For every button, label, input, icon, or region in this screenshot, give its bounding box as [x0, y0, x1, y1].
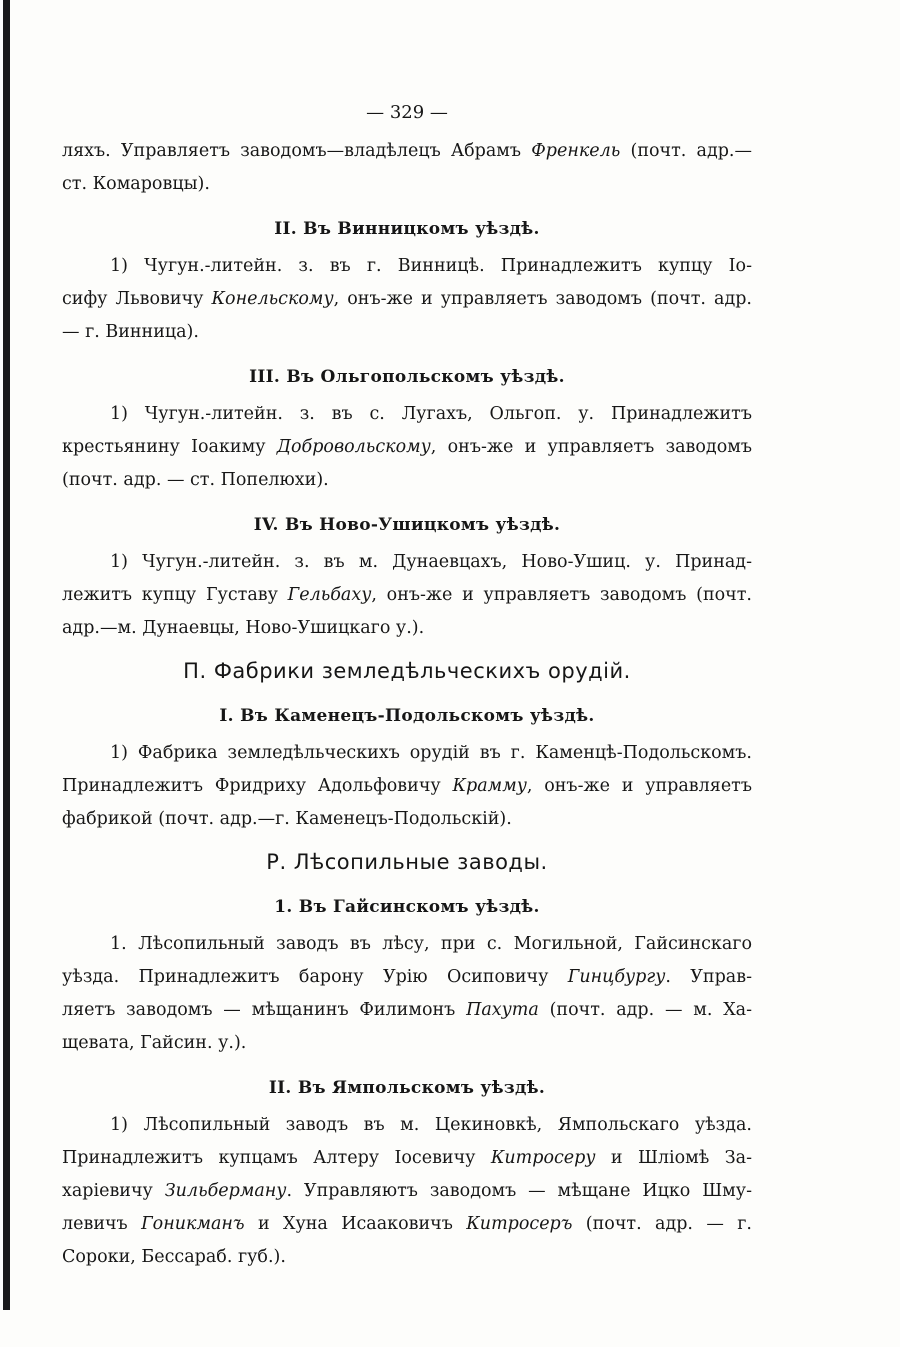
italic-name: Конельскому [211, 289, 334, 309]
text-line: 1) Чугун.-литейн. з. въ м. Дунаевцахъ, Ново-Ушиц. у. Принад- [110, 552, 752, 572]
italic-name: Китросеръ [466, 1214, 573, 1234]
section-heading: 1. Въ Гайсинскомъ уѣздѣ. [274, 897, 540, 917]
text-line: крестьянину Іоакиму Добровольскому, онъ-же и управляетъ заводомъ [62, 437, 752, 457]
text-line: сифу Львовичу Конельскому, онъ-же и управляетъ заводомъ (почт. адр. [62, 289, 752, 309]
section-heading: II. Въ Винницкомъ уѣздѣ. [274, 219, 540, 239]
paragraph [62, 546, 752, 645]
italic-name: Крамму [452, 776, 527, 796]
italic-name: Гельбаху [287, 585, 372, 605]
text-line: харіевичу Зильберману. Управляютъ заводомъ — мѣщане Ицко Шму- [62, 1181, 753, 1201]
italic-name: Пахута [466, 1000, 539, 1020]
section-heading: III. Въ Ольгопольскомъ уѣздѣ. [249, 367, 565, 387]
text-line: 1. Лѣсопильный заводъ въ лѣсу, при с. Могильной, Гайсинскаго [110, 934, 752, 954]
text-line: Принадлежитъ Фридриху Адольфовичу Крамму, онъ-же и управляетъ [62, 776, 752, 796]
text-line: левичъ Гоникманъ и Хуна Исааковичъ Китросеръ (почт. адр. — г. [62, 1214, 752, 1234]
section-heading: II. Въ Ямпольскомъ уѣздѣ. [268, 1078, 546, 1098]
text-line: ст. Комаровцы). [62, 174, 210, 194]
text-line: Принадлежитъ купцамъ Алтеру Іосевичу Китросеру и Шліомѣ За- [62, 1148, 752, 1168]
italic-name: Зильберману [164, 1181, 287, 1201]
paragraph [62, 135, 752, 201]
chapter-title: Р. Лѣсопильные заводы. [266, 850, 548, 874]
text-line: 1) Чугун.-литейн. з. въ с. Лугахъ, Ольгоп. у. Принадлежитъ [110, 404, 752, 424]
text-line: 1) Чугун.-литейн. з. въ г. Винницѣ. Принадлежитъ купцу Іо- [110, 256, 752, 276]
text-line: 1) Фабрика земледѣльческихъ орудій въ г. Каменцѣ-Подольскомъ. [110, 743, 752, 763]
text-line: Сороки, Бессараб. губ.). [62, 1247, 286, 1267]
text-line: ляетъ заводомъ — мѣщанинъ Филимонъ Пахута (почт. адр. — м. Ха- [62, 1000, 752, 1020]
paragraph [62, 398, 752, 497]
text-line: фабрикой (почт. адр.—г. Каменецъ-Подольскій). [62, 809, 512, 829]
text-line: 1) Лѣсопильный заводъ въ м. Цекиновкѣ, Ямпольскаго уѣзда. [110, 1115, 752, 1135]
text-line: уѣзда. Принадлежитъ барону Урію Осиповичу Гинцбургу. Управ- [62, 967, 753, 987]
italic-name: Добровольскому [276, 437, 431, 457]
paragraph [62, 737, 752, 836]
italic-name: Гоникманъ [141, 1214, 245, 1234]
page-content [62, 135, 752, 1274]
text-line: адр.—м. Дунаевцы, Ново-Ушицкаго у.). [62, 618, 425, 638]
scan-edge-shadow [3, 0, 10, 1310]
paragraph [62, 250, 752, 349]
text-line: лежитъ купцу Густаву Гельбаху, онъ-же и управляетъ заводомъ (почт. [62, 585, 752, 605]
chapter-title: П. Фабрики земледѣльческихъ орудій. [183, 659, 631, 683]
document-page [62, 96, 752, 1274]
text-line: — г. Винница). [62, 322, 199, 342]
section-heading: I. Въ Каменецъ-Подольскомъ уѣздѣ. [219, 706, 595, 726]
italic-name: Китросеру [490, 1148, 596, 1168]
page-number: — 329 — [366, 102, 448, 123]
italic-name: Френкель [531, 141, 621, 161]
text-line: ляхъ. Управляетъ заводомъ—владѣлецъ Абрамъ Френкель (почт. адр.— [62, 141, 752, 161]
text-line: щевата, Гайсин. у.). [62, 1033, 247, 1053]
text-line: (почт. адр. — ст. Попелюхи). [62, 470, 329, 490]
paragraph [62, 928, 752, 1060]
section-heading: IV. Въ Ново-Ушицкомъ уѣздѣ. [253, 515, 561, 535]
paragraph [62, 1109, 752, 1274]
italic-name: Гинцбургу [567, 967, 666, 987]
